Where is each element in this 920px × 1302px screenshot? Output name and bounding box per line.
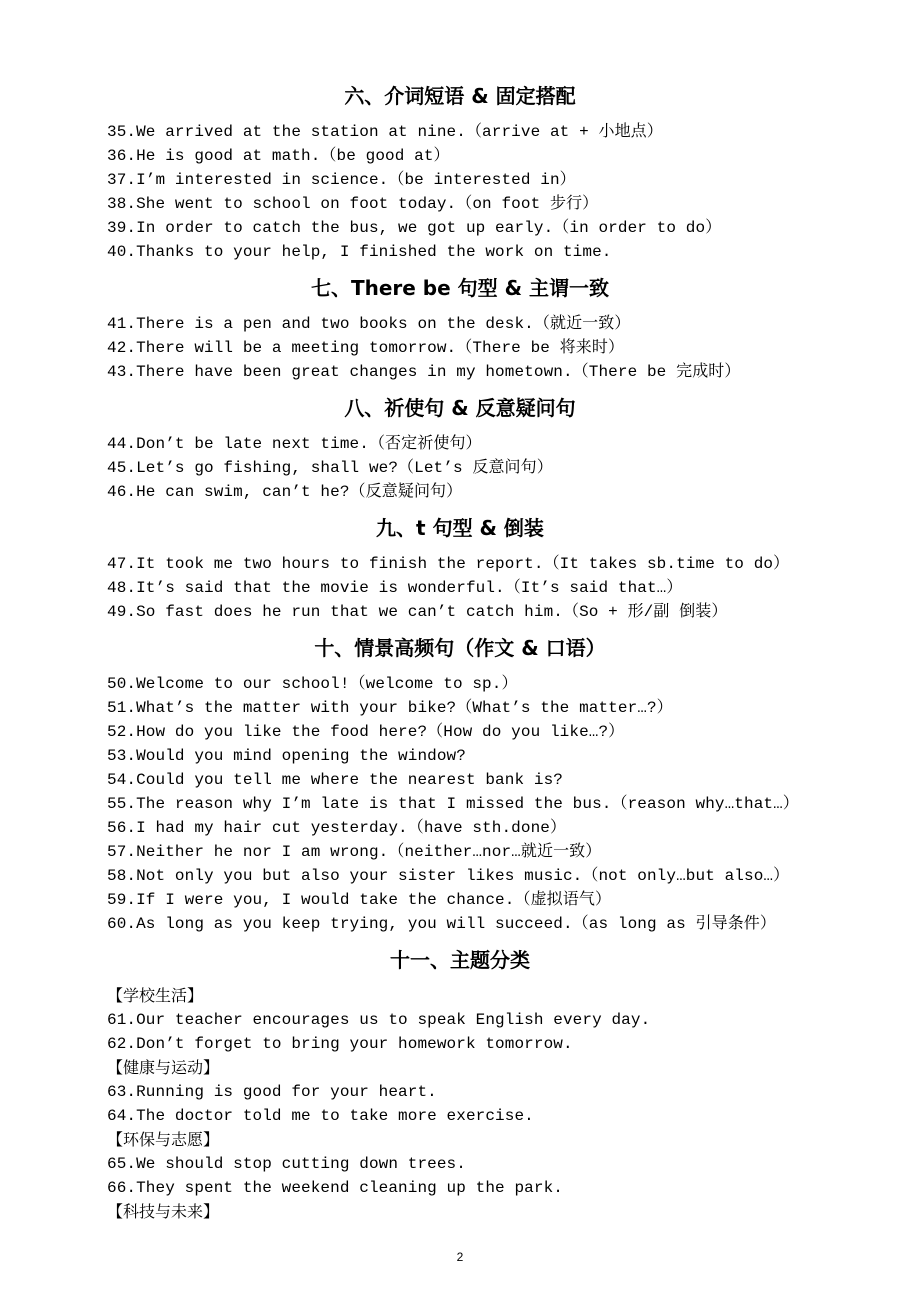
sentence-line: 50.Welcome to our school!（welcome to sp.） (107, 675, 518, 693)
sentence-line: 44.Don’t be late next time.（否定祈使句） (107, 435, 482, 453)
sentence-line: 40.Thanks to your help, I finished the work on time. (107, 243, 612, 261)
section-heading: 七、There be 句型 & 主谓一致 (310, 276, 610, 300)
sentence-line: 35.We arrived at the station at nine.（arrive at + 小地点） (107, 123, 663, 141)
sentence-line: 60.As long as you keep trying, you will succeed.（as long as 引导条件） (107, 915, 776, 933)
sentence-line: 66.They spent the weekend cleaning up the park. (107, 1179, 563, 1197)
sentence-line: 63.Running is good for your heart. (107, 1083, 437, 1101)
sentence-line: 64.The doctor told me to take more exercise. (107, 1107, 534, 1125)
section-heading: 六、介词短语 & 固定搭配 (344, 84, 576, 108)
sentence-line: 65.We should stop cutting down trees. (107, 1155, 466, 1173)
sentence-line: 41.There is a pen and two books on the desk.（就近一致） (107, 315, 631, 333)
sentence-line: 37.I’m interested in science.（be interested in） (107, 171, 576, 189)
sentence-line: 48.It’s said that the movie is wonderful.（It’s said that…） (107, 579, 683, 597)
sentence-line: 62.Don’t forget to bring your homework tomorrow. (107, 1035, 573, 1053)
category-label: 【环保与志愿】 (107, 1130, 220, 1149)
sentence-line: 38.She went to school on foot today.（on foot 步行） (107, 195, 599, 213)
category-label: 【学校生活】 (107, 986, 204, 1005)
sentence-line: 49.So fast does he run that we can’t catch him.（So + 形/副 倒装） (107, 603, 728, 621)
sentence-line: 36.He is good at math.（be good at） (107, 147, 450, 165)
sentence-line: 55.The reason why I’m late is that I missed the bus.（reason why…that…） (107, 795, 799, 813)
sentence-line: 39.In order to catch the bus, we got up early.（in order to do） (107, 219, 722, 237)
section-heading: 十一、主题分类 (390, 948, 530, 972)
sentence-line: 57.Neither he nor I am wrong.（neither…nor…就近一致） (107, 843, 602, 861)
sentence-line: 51.What’s the matter with your bike?（What’s the matter…?） (107, 699, 673, 717)
sentence-line: 43.There have been great changes in my hometown.（There be 完成时） (107, 363, 741, 381)
sentence-line: 46.He can swim, can’t he?（反意疑问句） (107, 483, 463, 501)
sentence-line: 59.If I were you, I would take the chance.（虚拟语气） (107, 891, 612, 909)
section-heading: 八、祈使句 & 反意疑问句 (344, 396, 576, 420)
document-body (107, 72, 827, 1224)
sentence-line: 52.How do you like the food here?（How do you like…?） (107, 723, 625, 741)
sentence-line: 47.It took me two hours to finish the report.（It takes sb.time to do） (107, 555, 790, 573)
section-heading: 九、t 句型 & 倒装 (376, 516, 544, 540)
section-heading: 十、情景高频句（作文 & 口语） (314, 636, 606, 660)
sentence-line: 42.There will be a meeting tomorrow.（There be 将来时） (107, 339, 625, 357)
sentence-line: 56.I had my hair cut yesterday.（have sth.done） (107, 819, 567, 837)
category-label: 【健康与运动】 (107, 1058, 220, 1077)
sentence-line: 61.Our teacher encourages us to speak English every day. (107, 1011, 651, 1029)
sentence-line: 45.Let’s go fishing, shall we?（Let’s 反意问句） (107, 459, 553, 477)
sentence-line: 53.Would you mind opening the window? (107, 747, 466, 765)
sentence-line: 54.Could you tell me where the nearest bank is? (107, 771, 563, 789)
page-number: 2 (456, 1250, 464, 1264)
category-label: 【科技与未来】 (107, 1202, 220, 1221)
sentence-line: 58.Not only you but also your sister likes music.（not only…but also…） (107, 867, 790, 885)
